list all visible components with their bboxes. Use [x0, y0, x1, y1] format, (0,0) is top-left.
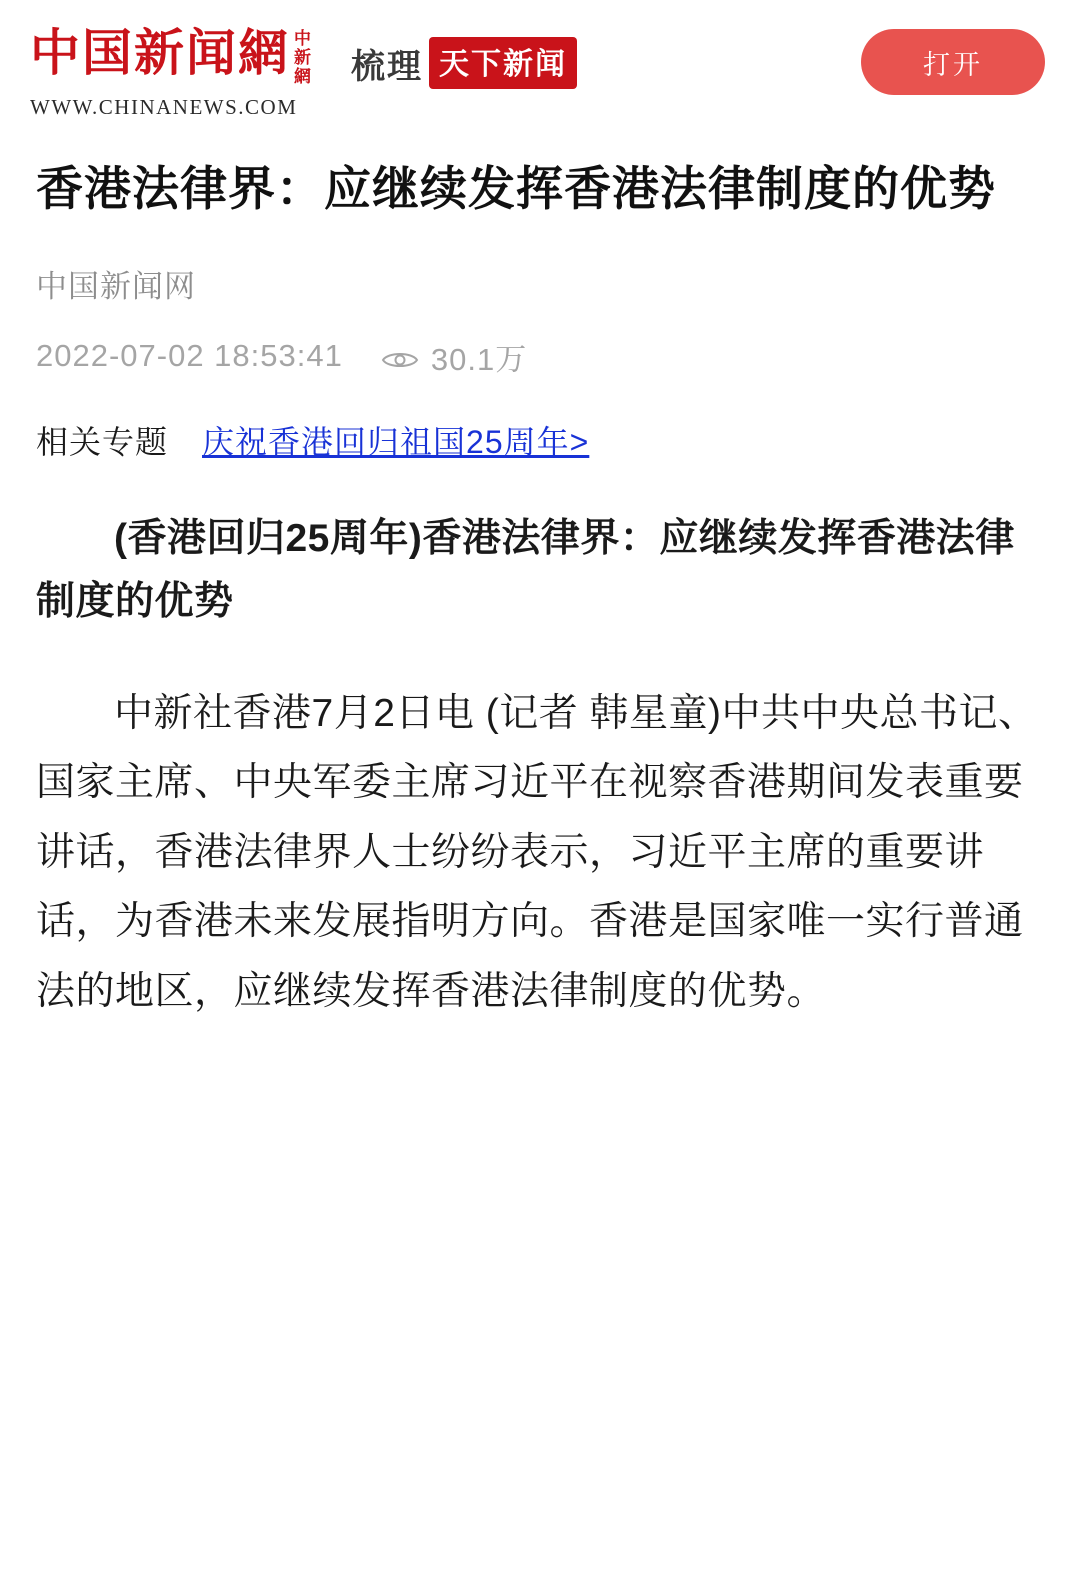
article-paragraph: 中新社香港7月2日电 (记者 韩星童)中共中央总书记、国家主席、中央军委主席习近平在视察香港期间发表重要讲话，香港法律界人士纷纷表示，习近平主席的重要讲话，为香港未来发展指明方向。香港是国家唯一实行普通法的地区，应继续发挥香港法律制度的优势。	[36, 692, 1038, 1013]
article-meta	[36, 334, 1039, 379]
logo-chinese-text: 中国新闻網	[30, 23, 290, 83]
logo-url: WWW.CHINANEWS.COM	[30, 94, 298, 119]
logo-subtext-line2: 新	[294, 48, 311, 69]
article-timestamp: 2022-07-02 18:53:41	[36, 338, 343, 374]
slogan-text: 梳理	[351, 46, 423, 87]
logo-row	[30, 23, 311, 87]
site-slogan	[311, 37, 861, 111]
logo-subtext-line1: 中	[294, 29, 311, 50]
site-header	[0, 0, 1075, 140]
view-count: 30.1万	[430, 341, 528, 377]
related-topic-row	[36, 417, 1039, 463]
eye-icon	[381, 344, 419, 368]
article-container	[0, 156, 1075, 1026]
open-app-button[interactable]: 打开	[861, 29, 1045, 95]
logo-chinese-subtext	[294, 28, 311, 86]
related-topic-label: 相关专题	[36, 423, 169, 460]
related-topic-link[interactable]: 庆祝香港回归祖国25周年>	[202, 423, 590, 460]
site-logo[interactable]	[30, 23, 311, 119]
article-lede: (香港回归25周年)香港法律界：应继续发挥香港法律制度的优势	[36, 516, 1015, 623]
slogan-stamp-text: 天下新闻	[429, 37, 577, 89]
logo-subtext-line3: 網	[294, 66, 311, 87]
article-source: 中国新闻网	[36, 268, 196, 304]
page-title: 香港法律界：应继续发挥香港法律制度的优势	[36, 162, 996, 215]
